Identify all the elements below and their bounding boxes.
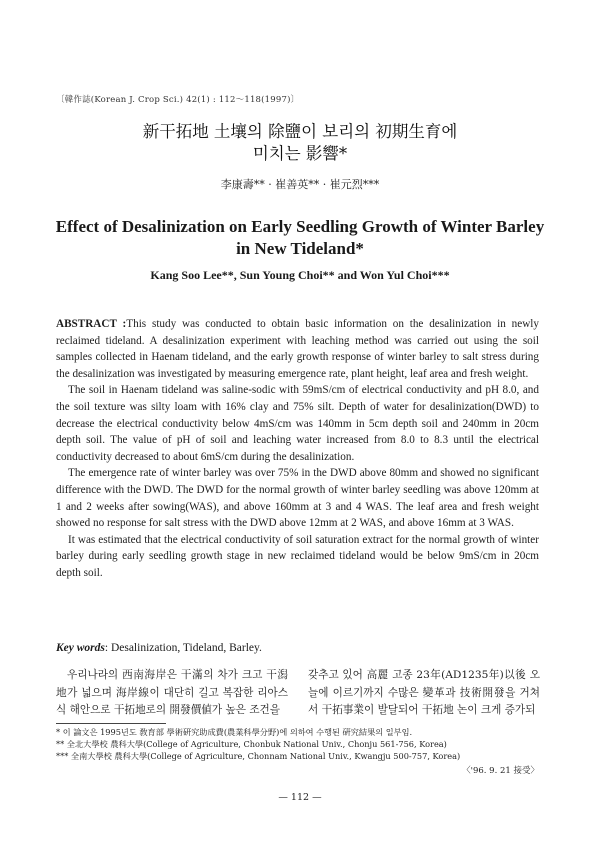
journal-reference: 〔韓作誌(Korean J. Crop Sci.) 42(1) : 112～118(1997)〕 <box>56 95 300 105</box>
abstract-paragraph-3: The emergence rate of winter barley was over 75% in the DWD above 80mm and showed no significant difference with the DWD. The DWD for the normal growth of winter barley seedling was above 120mm at 1 and 2 weeks after sowing(WAS), and above 160mm at 3 and 4 WAS. The leaf area and fresh weight showed no response for salt stress with the DWD above 12mm at 2 WAS, and above 16mm at 3 WAS. <box>56 467 539 530</box>
footnote-3: *** 全南大學校 農科大學(College of Agriculture, Chonnam National Univ., Kwangju 500-757, Korea) <box>56 751 461 761</box>
english-title-line2: in New Tideland* <box>236 239 364 258</box>
korean-authors: 李康壽** · 崔善英** · 崔元烈*** <box>220 178 380 191</box>
abstract-paragraph-2: The soil in Haenam tideland was saline-sodic with 59mS/cm of electrical conductivity and pH 8.0, and the soil texture was silty loam with 16% clay and 75% silt. Depth of water for desalinization(DWD) to decrease the electrical conductivity below 4mS/cm was 140mm in 5cm depth soil and 240mm in 20cm depth soil. The value of pH of soil and leaching water increased from 8.0 to 8.3 until the electrical conductivity decreased to about 6mS/cm during the desalinization. <box>56 384 539 463</box>
body-text-left: 우리나라의 西南海岸은 干滿의 차가 크고 干潟地가 넓으며 海岸線이 대단히 길고 복잡한 리아스식 해안으로 干拓地로의 開發價値가 높은 조건을 <box>56 669 288 716</box>
received-date: 〈'96. 9. 21 接受〉 <box>462 766 539 776</box>
abstract-paragraph-4: It was estimated that the electrical conductivity of soil saturation extract for the normal growth of winter barley during early seedling growth stage in new reclaimed tideland would be below 9mS/cm in 20cm depth soil. <box>56 533 539 579</box>
footnote-1: * 이 論文은 1995년도 敎育部 學術硏究助成費(農業科學分野)에 의하여 수행된 硏究結果의 일부임. <box>56 727 413 737</box>
abstract-label: ABSTRACT : <box>56 318 127 330</box>
abstract-text-1: This study was conducted to obtain basic information on the desalinization in newly reclaimed tideland. A desalinization experiment with leaching method was carried out using the soil samples collected in Haenam tideland, and the early growth response of winter barley to salt stress during the desalinization was investigated by measuring emergence rate, plant height, leaf area and fresh weight. <box>56 318 539 380</box>
abstract <box>56 316 539 582</box>
keywords-label: Key words <box>56 642 105 654</box>
keywords <box>56 642 262 654</box>
english-authors: Kang Soo Lee**, Sun Young Choi** and Won Yul Choi*** <box>150 268 450 282</box>
korean-title-line2: 미치는 影響* <box>252 144 348 163</box>
footnote-divider <box>56 723 166 724</box>
abstract-paragraph-1 <box>56 316 539 382</box>
body-column-right <box>308 667 540 720</box>
body-column-left <box>56 667 288 720</box>
footnote-2: ** 全北大學校 農科大學(College of Agriculture, Chonbuk National Univ., Chonju 561-756, Korea) <box>56 739 447 749</box>
body-text-right: 갖추고 있어 高麗 고종 23年(AD1235年)以後 오늘에 이르기까지 수많은 變革과 技術開發을 거쳐서 干拓事業이 발달되어 干拓地 논이 크게 증가되 <box>308 669 540 716</box>
keywords-text: : Desalinization, Tideland, Barley. <box>104 642 262 654</box>
korean-title-line1: 新干拓地 土壤의 除鹽이 보리의 初期生育에 <box>142 122 458 141</box>
page-number: — 112 — <box>278 792 322 803</box>
english-title-line1: Effect of Desalinization on Early Seedling Growth of Winter Barley <box>55 217 545 236</box>
